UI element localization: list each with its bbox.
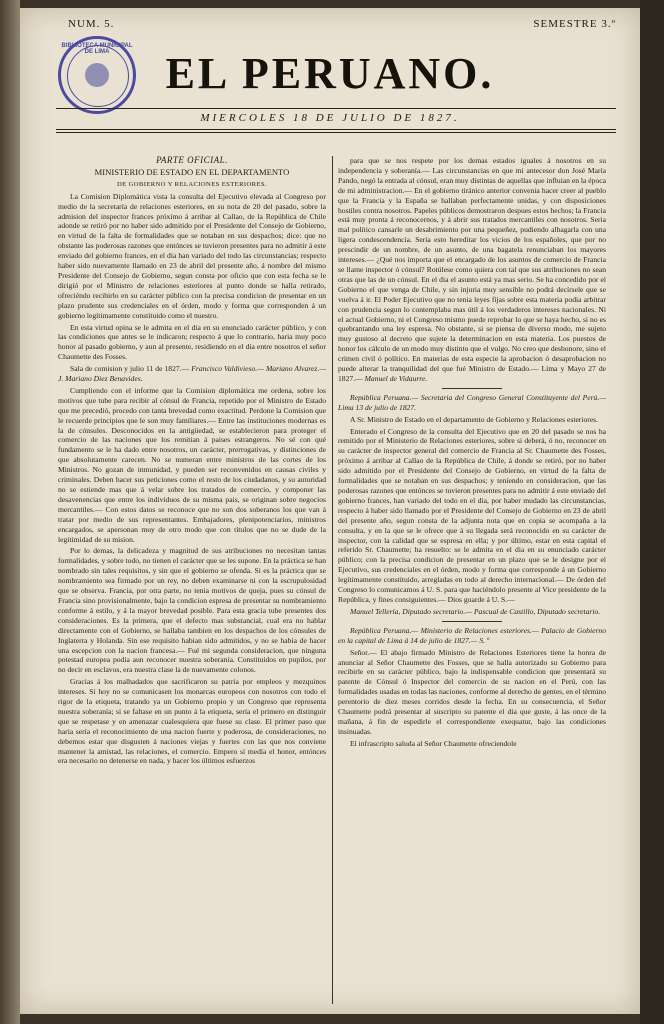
signatures: Manuel Tellería, Diputado secretario.— Pascual de Castillo, Diputado secretario. — [350, 606, 601, 616]
column-divider — [332, 156, 333, 1004]
ministry-subheading: DE GOBIERNO Y RELACIONES ESTERIORES. — [117, 180, 267, 188]
paragraph: Gracias á los malhadados que sacrificaron su patria por empleos y mezquinos intereses. Si hoy no se comunicasen los monarcas europeos con nosotros con todo el rigor de la etiqueta, tratando ya un Gobierno propio y un Congreso que representa nuestra soberanía; si se faltase en un punto á la etiqueta, sería el primero en distinguir que se respetase y en amenazar cualesquiera que fuese su clase. El primer paso que haria sería el reconocimiento de una nacion fuerte y poderosa, de consideraciones, no debemos estar que disgusten á naciones viejas y fuertes con las que nos conviene mantener la amistad, las relaciones, el comercio. Empero sí medía el honor, entónces era necesario no detenerse en nada, y hacer los últimos esfuerzos — [58, 677, 326, 766]
paragraph: La Comision Diplomática vista la consulta del Ejecutivo elevada al Congreso por medio de la secretaría de relaciones esteriores, en su nota de 20 del pasado, sobre la admision del inspector frances próximo á arribar al Callao, de la República de Chile adonde se retiró por no haber sido admitido por el Presidente del Consejo de Gobierno, en virtud de la falta de formalidades que se notaban en sus despachos; dice: que no obstante las poderosas razones que entónces se tuvieron presentes para no admitir á este enviado del gobierno frances, en el dia han variado del todo las circunstancias; respecto haber sido nuevamente llamado en 23 de abril del presente año, á nombre del mismo Presidente del Consejo de Gobierno, segun consta por oficio que con esta fecha se le dirigió por el Ministro de relaciones esteriores al punto donde se halla retirado, ofreciéndo recibirlo en su carácter público con la precisa condicion de presentar en un plazo prudente sus credenciales en el órden, modo y forma que corresponden á un gobierno legítimamente constituido como el nuestro. — [58, 191, 326, 320]
newspaper-page — [20, 8, 640, 1014]
masthead-rule-top — [56, 108, 616, 109]
separator-rule — [442, 621, 502, 622]
right-column — [338, 156, 606, 751]
issue-number: NUM. 5. — [68, 18, 115, 30]
commission-date: Sala de comision y julio 11 de 1827. — [70, 364, 182, 374]
signatures: Francisco Valdivieso.— Mariano Alvarez.— J. Mariano Diez Benavides. — [58, 364, 326, 384]
paragraph: El infrascripto saluda al Señor Chaumette ofreciendole — [350, 738, 517, 748]
paragraph: Señor.— El abajo firmado Ministro de Relaciones Esteriores tiene la honra de anunciar al Señor Chaumette des Fosses, que se halla autorizado su Gobierno para recibirle en su carácter público, bajo la indispensable condicion que presentará su patente de Cónsul ó Inspector del comercio de su nacion en el Perú, con las formalidades usadas en todas las naciones, conforme al derecho de gentes, en el término perentorio de diez meses corridos desde la fecha. En su consecuencia, el Señor Chaumette podrá presentar al suscripto su patente el dia que guste, á las once de la mañana, á fin de espedirle el correspondiente exequatur, bajo las condiciones insinuadas. — [338, 647, 607, 736]
paragraph: Enterado el Congreso de la consulta del Ejecutivo que en 20 del pasado se nos ha remitido por el Ministerio de Relaciones esteriores, sobre si deberá, ó no, reconocer en su carácter de inspector general del comercio de Francia al Sr. Chaumette des Fosses, próximo á arribar al Callao de la República de Chile, á donde se retiró, por no haber sido admitido por el Presidente del Consejo de Gobierno, en virtud de la falta de formalidades que se notaban en sus despachos; y teniendo en consideracion, que las poderosas razones que entónces se tuvieron presentes para no admitir á este enviado del gobierno frances, han variado del todo en el dia, por haber mudado las circunstancias, respecto á haber sido llamado por el Presidente del Consejo de Gobierno en 23 de abril del presente año, segun consta de la adjunta nota que en copia se acompaña a la consulta, y en la que se le ofrece que á su llegada será reconocido en su carácter de inspector, con la calidad que se espresa en ella; y por último, estar en esta capital el referido Sr. Chaumette; ha resuelto: se le admita en el dia en su enunciado carácter público; con la precisa condicion de presentar en un plazo que se le designe por el Ejecutivo, sus credenciales en el órden, modo y forma que corresponde á un Gobierno legítimamente constituido, arregladas en todo al derecho internacional.— De órden del Congreso lo comunicamos á U. S. para que haciéndolo presente al Vice presidente de la República, y fines consiguientes.— Dios guarde á U. S.— — [338, 426, 606, 604]
paragraph: Sala de comision y julio 11 de 1827.— Francisco Valdivieso.— Mariano Alvarez.— J. Mariano Diez Benavides. — [58, 364, 326, 384]
paragraph: Por lo demas, la delicadeza y magnitud de sus atribuciones no necesitan tantas formalidades, y sobre todo, no tienen el carácter que se les supone. En la práctica se han nombrado sin tales requisitos, y sin que el gobierno se ofenda. Si es la práctica que se nombramiento sea firmado por un rey, no deben examinarse ni con la escrupulosidad que se observa. Francia, por otra parte, no tenia motivos de queja, pues su cónsul de Francia sino provisionalmente, bajo la condicion espresa de presentar su nombramiento conforme á estilo, y á la mayor brevedad posible. Para esta gracia tube presentes dos consideraciones. Es la primera, que el defecto mas substancial, cual era no hablar directamente con el Gobierno, se hallaba tambien en los despachos de los cónsules de Inglaterra y Holanda. Sin ese requisito habian sido admitidos, y no se habia de hacer una escepcion con la nacion francesa.— Fué mi segunda consideracion, que ninguna potestad europea podia aun reconocer nuestra soberanía. Constituidos en pupilos, por no decir en esclavos, era nuestra clase la de nuevamente colonos. — [58, 546, 326, 675]
book-spine — [0, 0, 20, 1024]
dispatch-heading: República Peruana.— Secretaria del Congreso General Constituyente del Perú.— Lima 13 de julio de 1827. — [338, 392, 606, 412]
section-heading: PARTE OFICIAL. — [156, 155, 228, 165]
masthead-rule-bottom-2 — [56, 132, 616, 133]
masthead-rule-bottom — [56, 129, 616, 130]
ministry-heading: MINISTERIO DE ESTADO EN EL DEPARTAMENTO — [94, 166, 290, 177]
paragraph — [338, 156, 606, 384]
paragraph: A Sr. Ministro de Estado en el departamento de Gobierno y Relaciones esteriores. — [350, 414, 598, 424]
semester-label: SEMESTRE 3.º — [533, 18, 616, 30]
issue-date: MIERCOLES 18 DE JULIO DE 1827. — [200, 112, 460, 124]
background-edge — [640, 0, 664, 1024]
signature: Manuel de Vidaurre. — [364, 373, 428, 383]
newspaper-title: EL PERUANO. — [165, 49, 495, 98]
paragraph-text: para que se nos respete por los demas estados iguales á nosotros en su independencia y soberanía.— Las circunstancias en que mi antecesor don José María Pando, negó la entrada al cónsul, eran muy distintas de aquellas que influian en la época de mi administracion.— En el gobierno tiránico anterior convenia hacer creer al pueblo que la Francia y la España se hallaban perfectamente unidas, y con disposiciones hostiles contra nosotros. Papeles públicos demostraron despues estos hechos; la Francia está muy pronta á reconocernos, y á abrir sus tratados mercantiles con nosotros. Seria mal político cansarle un desabrimiento por una pequeñez, pudiendo albagarla con una ligera condescendencia. Seria esto hereditar los vicios de los españoles, que por no prescindir de un nombre, de un asunto, de una bagatela renunciaban los mayores intereses.— ¿Qué nos importa que el encargado de los asuntos de comercio de Francia se llame inspector ó cónsul? Rotúlese como quiera con tal que sus atribuciones no sean otras que las de un cónsul. En el dia el asunto está ya mas serio. Se ha concedido por el Gobierno el que venga de Chile, y sin injuria muy sensible no podrá decírsele que se vuelva á ir. El Poder Ejecutivo que no tenia leyes fijas sobre esta materia podia arbitrar con prudencia segun lo contemplaba mas útil á los verdaderos intereses nacionales. Ni el actual Gobierno, ni el Congreso mismo puede reprobar lo que se haya hecho, si no es quebrantando una ley espresa. No obstante, si se piensa de diverso modo, me sujeto muy gustoso al decreto que sujete la determinacion en esta materia. Los puestos de honor los cálculo de un modo muy distinto que el vulgo. No creo que deshonore, sino el crímen civil ó político. En materias de esta especie la aprobacion ó desaprobacion no puede alterar la tranquilidad del que fué Ministro de Estado.— Lima y Mayo 27 de 1827.— — [338, 156, 607, 383]
separator-rule — [442, 388, 502, 389]
dispatch-heading: República Peruana.— Ministerio de Relaciones esteriores.— Palacio de Gobierno en la capital de Lima á 14 de julio de 1827.— S. º — [338, 625, 606, 645]
left-column — [58, 156, 326, 768]
paragraph: En esta virtud opina se le admita en el dia en su enunciado carácter público, y con las condiciones que antes se le indicaron; respecto á que lo contrario, haria muy poco honor al pasado gobierno, y aun al presente, residiendo en el dia entre nosotros el señor Chaumette des Fosses. — [58, 322, 326, 362]
paragraph: Cumpliendo con el informe que la Comision diplomática me ordena, sobre los motivos que tube para recibir al cónsul de Francia, repetido por el Ministro de Estado que me precedió, procedo con tanta brevedad como exactitud. Perdone la Comision que le recuerde principios que le son muy familiares.— Entre las instituciones modernas es la de cónsules. Desconocidos en la antigüedad, se establecieron para proteger el comercio de las naciones que los remitian á paises estrangeros. No sé con qué fundamento se le ha dado entre nosotros, un carácter, prerrogativas, y distinciones de que absolutamente carecen. No se numeran entre ministros de las cortes de los Ministros. No gozan de inmunidad, y pueden ser reconvenidos en causas civiles y criminales. Deben hacer sus peticiones como el resto de los ciudadanos, y su autoridad no se estiende mas que á velar sobre los tratados de comercio, y componer las desavenencias que entre los individuos de su misma pais, se originan sobre negocios mercantiles.— Con estos datos se reconoce que no son dos soberanos los que van á tratar por medio de sus representantes. Embajadores, plenipotenciarios, ministros encargados, se apersonan muy de otro modo que con títulos que no se dude de la legitimidad de su mision. — [58, 385, 326, 544]
stamp-text: BIBLIOTECA MUNICIPAL DE LIMA — [61, 43, 133, 55]
